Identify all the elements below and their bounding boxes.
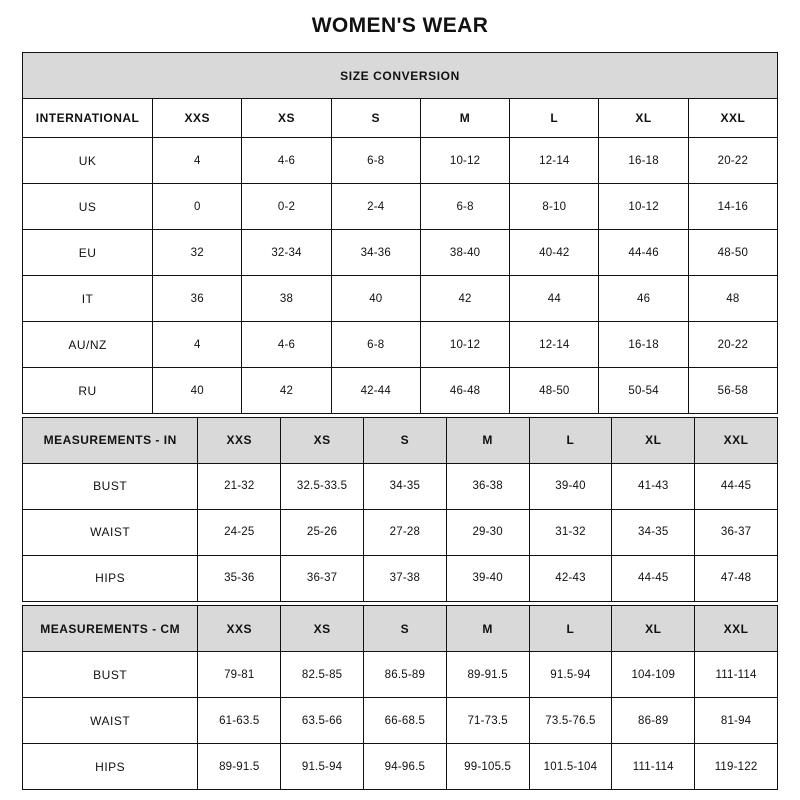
cell: 48 xyxy=(688,276,777,322)
row-label-waist: WAIST xyxy=(23,698,198,744)
page-title: WOMEN'S WEAR xyxy=(311,14,489,37)
table-row xyxy=(23,698,778,744)
cell: 0 xyxy=(153,184,242,230)
cell: 6-8 xyxy=(420,184,509,230)
measurements-inches-table xyxy=(22,417,778,602)
table-header-row xyxy=(23,417,778,463)
cell: 46 xyxy=(599,276,688,322)
cell: 44 xyxy=(510,276,599,322)
cell: 16-18 xyxy=(599,138,688,184)
cell: 10-12 xyxy=(599,184,688,230)
row-label-aunz: AU/NZ xyxy=(23,322,153,368)
cell: 42 xyxy=(420,276,509,322)
cell: 101.5-104 xyxy=(529,744,612,790)
cell: 42-44 xyxy=(331,368,420,414)
header-s: S xyxy=(331,99,420,138)
table-row xyxy=(23,368,778,414)
cell: 63.5-66 xyxy=(281,698,364,744)
table-header-row xyxy=(23,99,778,138)
cell: 91.5-94 xyxy=(529,652,612,698)
row-label-bust: BUST xyxy=(23,652,198,698)
cell: 36-37 xyxy=(281,555,364,601)
cell: 4-6 xyxy=(242,138,331,184)
cell: 48-50 xyxy=(510,368,599,414)
cell: 40-42 xyxy=(510,230,599,276)
table-row xyxy=(23,652,778,698)
cell: 2-4 xyxy=(331,184,420,230)
cell: 31-32 xyxy=(529,509,612,555)
cell: 27-28 xyxy=(363,509,446,555)
cell: 6-8 xyxy=(331,138,420,184)
table-header-row xyxy=(23,606,778,652)
cell: 119-122 xyxy=(695,744,778,790)
cell: 25-26 xyxy=(281,509,364,555)
table-row xyxy=(23,138,778,184)
cell: 10-12 xyxy=(420,322,509,368)
cell: 42 xyxy=(242,368,331,414)
cell: 56-58 xyxy=(688,368,777,414)
cell: 4-6 xyxy=(242,322,331,368)
cell: 104-109 xyxy=(612,652,695,698)
measurements-cm-table xyxy=(22,605,778,790)
row-label-hips: HIPS xyxy=(23,744,198,790)
cell: 39-40 xyxy=(446,555,529,601)
cell: 86-89 xyxy=(612,698,695,744)
header-international: INTERNATIONAL xyxy=(23,99,153,138)
cell: 38-40 xyxy=(420,230,509,276)
cell: 61-63.5 xyxy=(198,698,281,744)
header-s: S xyxy=(363,606,446,652)
header-xxl: XXL xyxy=(695,417,778,463)
header-xl: XL xyxy=(612,606,695,652)
row-label-us: US xyxy=(23,184,153,230)
table-row xyxy=(23,230,778,276)
table-banner-row xyxy=(23,53,778,99)
cell: 89-91.5 xyxy=(446,652,529,698)
cell: 24-25 xyxy=(198,509,281,555)
cell: 35-36 xyxy=(198,555,281,601)
cell: 81-94 xyxy=(695,698,778,744)
cell: 44-45 xyxy=(612,555,695,601)
cell: 34-35 xyxy=(363,463,446,509)
header-xxs: XXS xyxy=(198,606,281,652)
header-l: L xyxy=(529,606,612,652)
table-row xyxy=(23,184,778,230)
size-conversion-table xyxy=(22,52,778,414)
row-label-it: IT xyxy=(23,276,153,322)
cell: 99-105.5 xyxy=(446,744,529,790)
cell: 20-22 xyxy=(688,322,777,368)
table-row xyxy=(23,463,778,509)
cell: 34-36 xyxy=(331,230,420,276)
cell: 40 xyxy=(153,368,242,414)
row-label-uk: UK xyxy=(23,138,153,184)
cell: 8-10 xyxy=(510,184,599,230)
header-xl: XL xyxy=(599,99,688,138)
cell: 16-18 xyxy=(599,322,688,368)
cell: 4 xyxy=(153,138,242,184)
header-m: M xyxy=(446,606,529,652)
cell: 34-35 xyxy=(612,509,695,555)
cell: 6-8 xyxy=(331,322,420,368)
cell: 14-16 xyxy=(688,184,777,230)
header-xxl: XXL xyxy=(695,606,778,652)
row-label-ru: RU xyxy=(23,368,153,414)
cell: 48-50 xyxy=(688,230,777,276)
table-row xyxy=(23,276,778,322)
cell: 47-48 xyxy=(695,555,778,601)
header-xs: XS xyxy=(281,417,364,463)
cell: 0-2 xyxy=(242,184,331,230)
cell: 82.5-85 xyxy=(281,652,364,698)
row-label-bust: BUST xyxy=(23,463,198,509)
cell: 111-114 xyxy=(612,744,695,790)
header-m: M xyxy=(420,99,509,138)
cell: 71-73.5 xyxy=(446,698,529,744)
row-label-waist: WAIST xyxy=(23,509,198,555)
header-measurements-in: MEASUREMENTS - IN xyxy=(23,417,198,463)
header-l: L xyxy=(510,99,599,138)
cell: 36-38 xyxy=(446,463,529,509)
table-row xyxy=(23,509,778,555)
cell: 39-40 xyxy=(529,463,612,509)
cell: 111-114 xyxy=(695,652,778,698)
table-row xyxy=(23,322,778,368)
cell: 44-45 xyxy=(695,463,778,509)
header-xs: XS xyxy=(242,99,331,138)
cell: 44-46 xyxy=(599,230,688,276)
row-label-eu: EU xyxy=(23,230,153,276)
cell: 12-14 xyxy=(510,322,599,368)
cell: 89-91.5 xyxy=(198,744,281,790)
header-measurements-cm: MEASUREMENTS - CM xyxy=(23,606,198,652)
cell: 91.5-94 xyxy=(281,744,364,790)
cell: 20-22 xyxy=(688,138,777,184)
cell: 32 xyxy=(153,230,242,276)
cell: 73.5-76.5 xyxy=(529,698,612,744)
cell: 32.5-33.5 xyxy=(281,463,364,509)
header-xxl: XXL xyxy=(688,99,777,138)
cell: 86.5-89 xyxy=(363,652,446,698)
cell: 79-81 xyxy=(198,652,281,698)
cell: 46-48 xyxy=(420,368,509,414)
header-xxs: XXS xyxy=(153,99,242,138)
header-xs: XS xyxy=(281,606,364,652)
cell: 12-14 xyxy=(510,138,599,184)
header-xxs: XXS xyxy=(198,417,281,463)
cell: 40 xyxy=(331,276,420,322)
cell: 36-37 xyxy=(695,509,778,555)
cell: 66-68.5 xyxy=(363,698,446,744)
cell: 36 xyxy=(153,276,242,322)
size-conversion-banner: SIZE CONVERSION xyxy=(23,53,778,99)
table-row xyxy=(23,744,778,790)
cell: 37-38 xyxy=(363,555,446,601)
header-m: M xyxy=(446,417,529,463)
cell: 41-43 xyxy=(612,463,695,509)
header-l: L xyxy=(529,417,612,463)
cell: 50-54 xyxy=(599,368,688,414)
cell: 94-96.5 xyxy=(363,744,446,790)
cell: 42-43 xyxy=(529,555,612,601)
cell: 29-30 xyxy=(446,509,529,555)
cell: 32-34 xyxy=(242,230,331,276)
row-label-hips: HIPS xyxy=(23,555,198,601)
table-row xyxy=(23,555,778,601)
header-s: S xyxy=(363,417,446,463)
cell: 4 xyxy=(153,322,242,368)
cell: 21-32 xyxy=(198,463,281,509)
header-xl: XL xyxy=(612,417,695,463)
cell: 38 xyxy=(242,276,331,322)
cell: 10-12 xyxy=(420,138,509,184)
